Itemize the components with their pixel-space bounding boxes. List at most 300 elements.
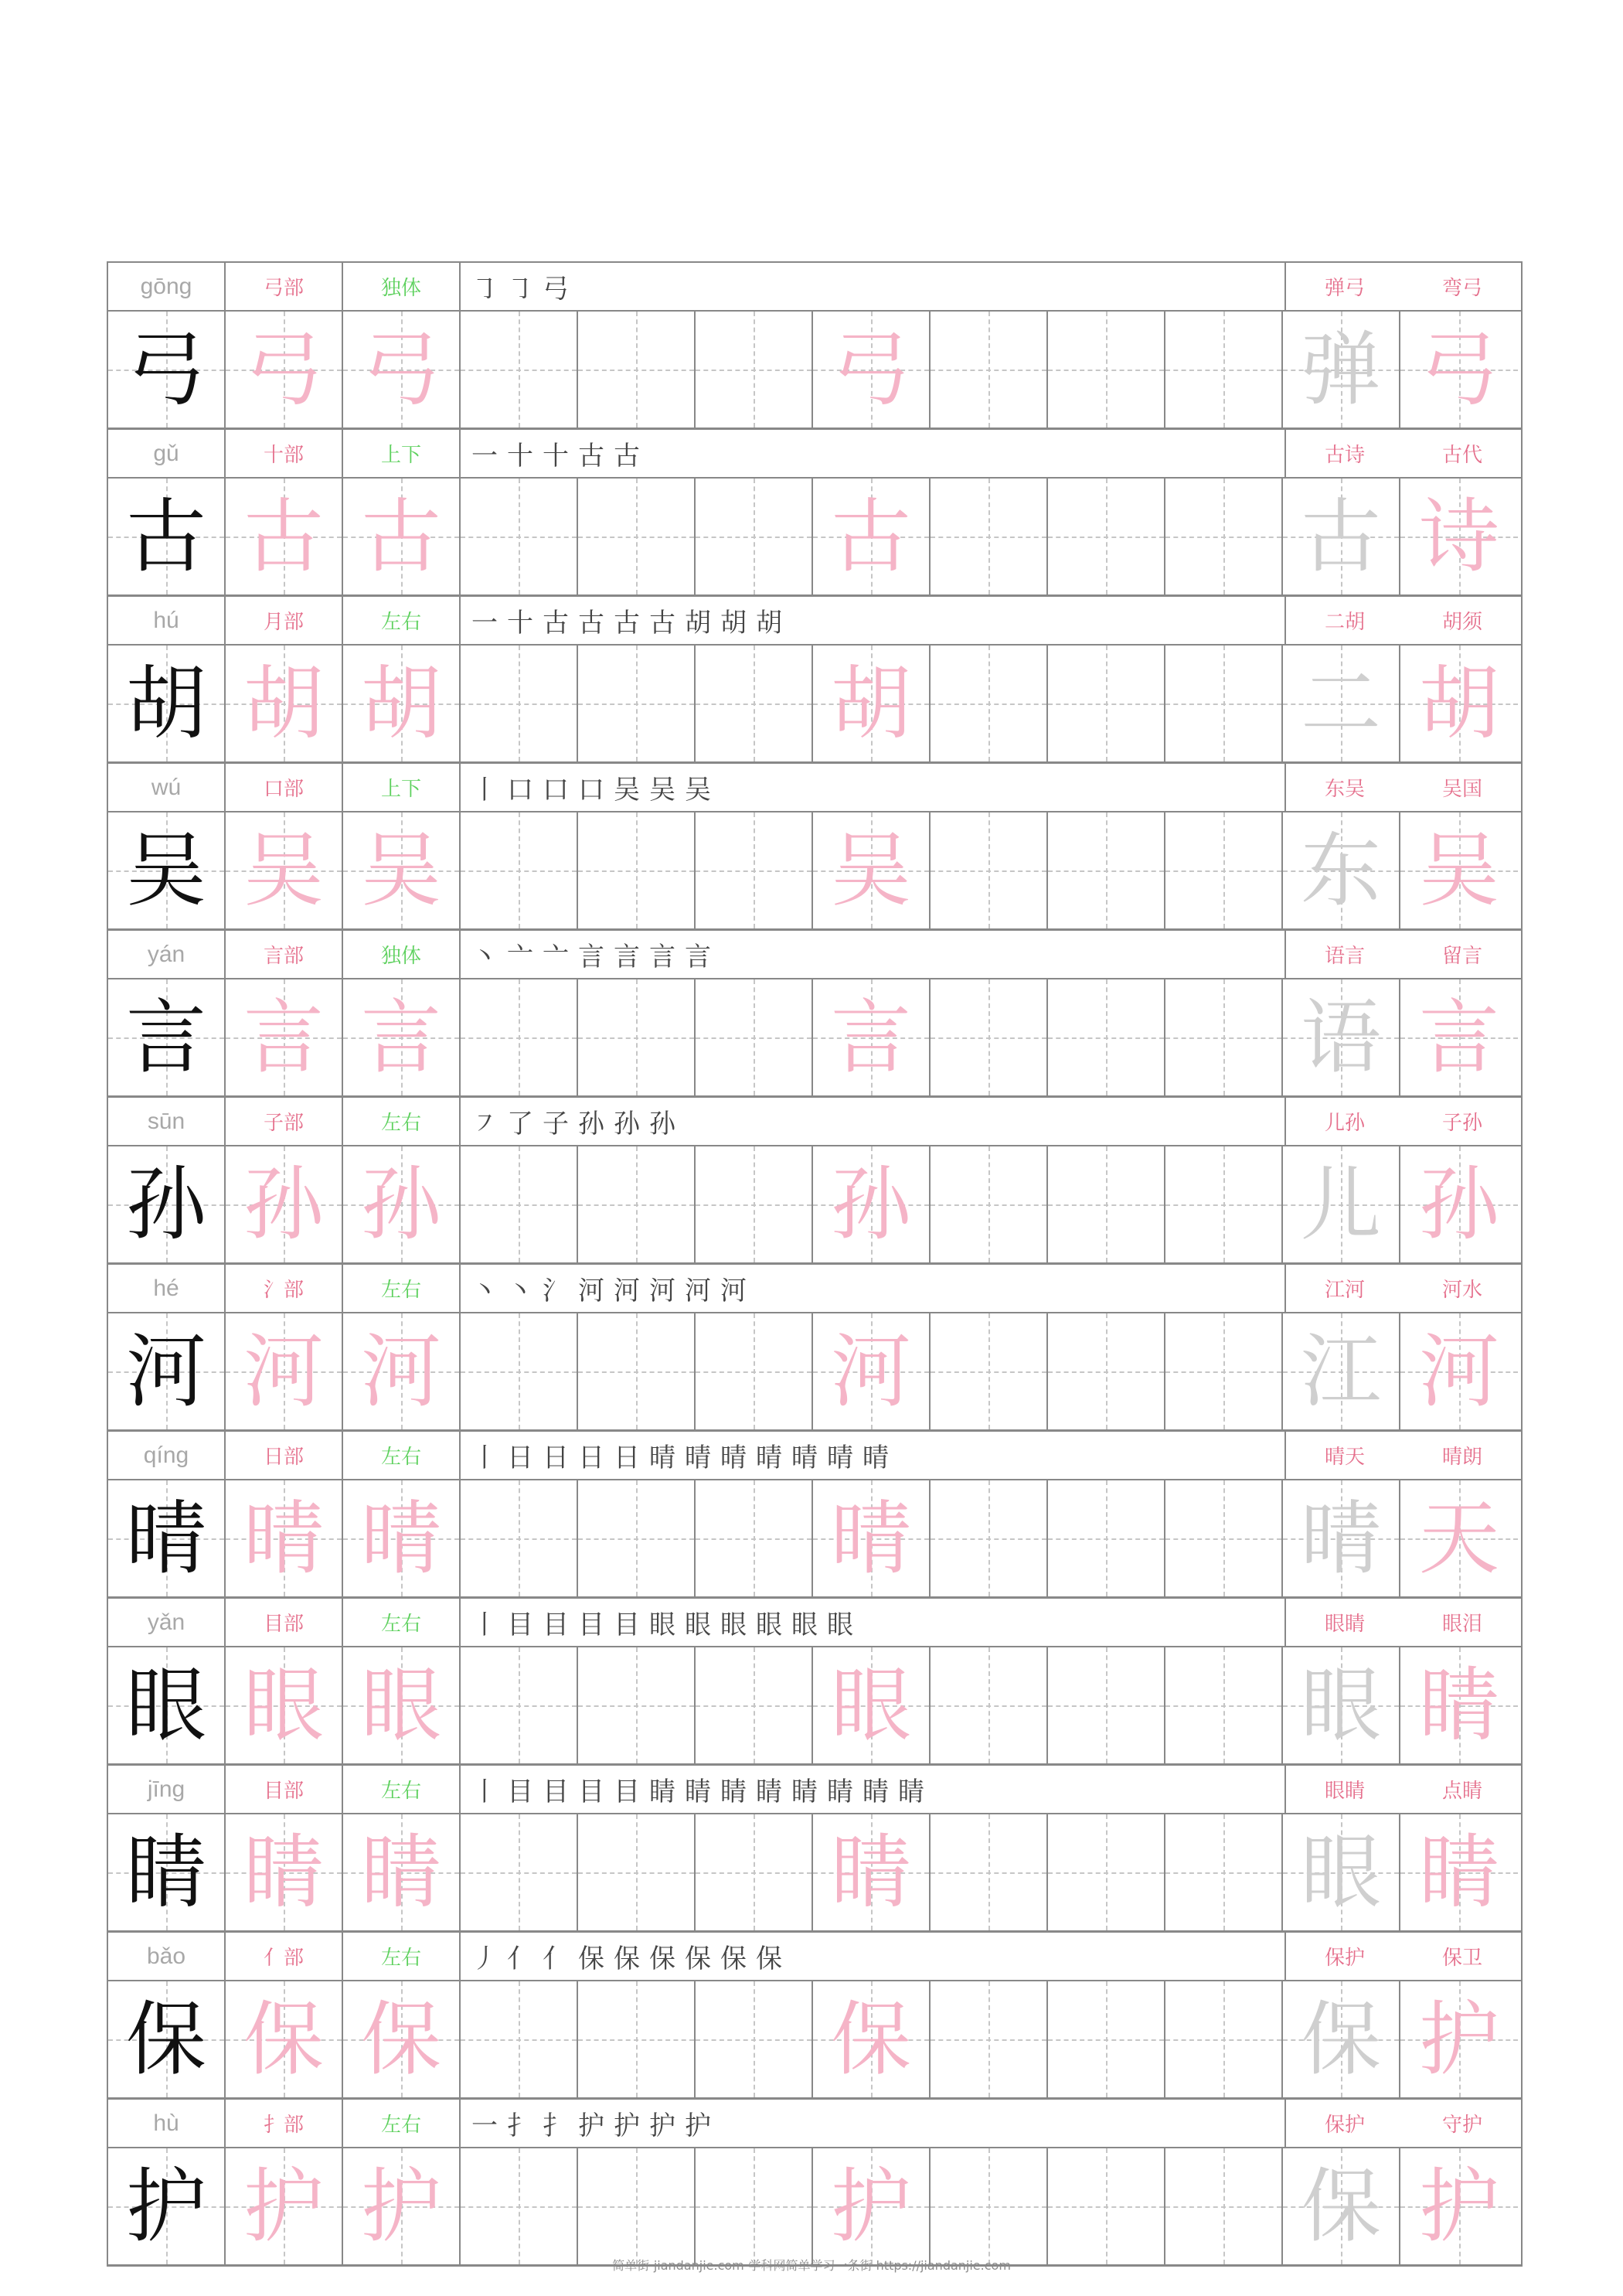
trace-character: 晴 [830, 1491, 911, 1586]
writing-grid-row [108, 1313, 1521, 1432]
practice-cell[interactable] [1400, 979, 1518, 1095]
practice-cell[interactable] [1400, 1981, 1518, 2097]
practice-cell[interactable] [813, 312, 931, 428]
trace-character: 眼 [1300, 1825, 1381, 1920]
stroke-step: 眼 [685, 1610, 720, 1640]
writing-grid-row [108, 1981, 1521, 2100]
stroke-step: 子 [543, 1109, 578, 1139]
trace-character: 诗 [1418, 489, 1499, 584]
trace-character: 胡 [830, 656, 911, 751]
model-character-cell [108, 1313, 226, 1429]
practice-cell[interactable] [1048, 1146, 1165, 1262]
example-word: 儿孙 [1324, 1112, 1365, 1135]
example-word: 眼睛 [1324, 1780, 1365, 1803]
practice-cell[interactable] [343, 1814, 461, 1930]
practice-cell[interactable] [1400, 812, 1518, 928]
practice-cell[interactable] [226, 479, 343, 594]
character-block [108, 1766, 1521, 1933]
practice-cell[interactable] [1283, 1313, 1400, 1429]
practice-cell[interactable] [1048, 646, 1165, 761]
practice-cell[interactable] [1048, 1647, 1165, 1763]
stroke-step: 护 [578, 2110, 614, 2141]
trace-character: 胡 [360, 656, 441, 751]
practice-cell[interactable] [813, 646, 931, 761]
info-row [108, 597, 1521, 646]
practice-cell[interactable] [931, 1814, 1048, 1930]
stroke-step: 保 [756, 1943, 791, 1974]
practice-cell[interactable] [578, 1814, 696, 1930]
practice-cell[interactable] [696, 812, 813, 928]
info-row [108, 2100, 1521, 2148]
practice-cell[interactable] [931, 479, 1048, 594]
practice-cell[interactable] [461, 979, 578, 1095]
stroke-order [461, 430, 1286, 477]
practice-cell[interactable] [931, 1313, 1048, 1429]
stroke-step: 河 [720, 1276, 756, 1306]
practice-cell[interactable] [1165, 479, 1283, 594]
example-words [1286, 1766, 1521, 1813]
practice-cell[interactable] [1400, 1146, 1518, 1262]
radical: 子部 [226, 1098, 343, 1145]
example-word: 点睛 [1441, 1780, 1482, 1803]
practice-cell[interactable] [343, 1647, 461, 1763]
stroke-step: 扌 [507, 2110, 543, 2141]
model-character: 保 [125, 1992, 206, 2086]
practice-cell[interactable] [931, 812, 1048, 928]
trace-character: 古 [360, 489, 441, 584]
practice-cell[interactable] [813, 1313, 931, 1429]
practice-cell[interactable] [813, 1146, 931, 1262]
stroke-step: 口 [507, 775, 543, 806]
stroke-step: 睛 [685, 1777, 720, 1807]
info-row [108, 1432, 1521, 1480]
stroke-step: 晴 [827, 1443, 863, 1473]
example-words [1286, 1599, 1521, 1646]
practice-cell[interactable] [1283, 1981, 1400, 2097]
trace-character: 河 [1418, 1324, 1499, 1419]
trace-character: 胡 [243, 656, 324, 751]
model-character: 睛 [125, 1825, 206, 1920]
trace-character: 孙 [1418, 1157, 1499, 1252]
info-row [108, 1933, 1521, 1981]
practice-cell[interactable] [813, 1981, 931, 2097]
example-word: 保护 [1324, 2114, 1365, 2137]
structure: 独体 [343, 263, 461, 310]
practice-cell[interactable] [226, 1480, 343, 1596]
practice-cell[interactable] [343, 646, 461, 761]
practice-cell[interactable] [1283, 2148, 1400, 2264]
example-words [1286, 2100, 1521, 2147]
stroke-step: 言 [614, 942, 649, 973]
practice-cell[interactable] [226, 2148, 343, 2264]
practice-cell[interactable] [461, 2148, 578, 2264]
pinyin: yǎn [108, 1599, 226, 1646]
practice-cell[interactable] [1048, 312, 1165, 428]
practice-cell[interactable] [931, 1146, 1048, 1262]
practice-cell[interactable] [461, 1981, 578, 2097]
practice-cell[interactable] [226, 1146, 343, 1262]
practice-cell[interactable] [226, 1981, 343, 2097]
practice-cell[interactable] [343, 312, 461, 428]
practice-cell[interactable] [226, 979, 343, 1095]
practice-cell[interactable] [696, 1647, 813, 1763]
character-block [108, 1432, 1521, 1599]
practice-cell[interactable] [696, 312, 813, 428]
pinyin: jīng [108, 1766, 226, 1813]
practice-cell[interactable] [1165, 1647, 1283, 1763]
practice-cell[interactable] [461, 1647, 578, 1763]
stroke-step: 河 [578, 1276, 614, 1306]
practice-cell[interactable] [1400, 312, 1518, 428]
stroke-step: 睛 [791, 1777, 827, 1807]
trace-character: 睛 [243, 1825, 324, 1920]
stroke-step: 晴 [720, 1443, 756, 1473]
practice-cell[interactable] [696, 1814, 813, 1930]
practice-cell[interactable] [1283, 979, 1400, 1095]
model-character-cell [108, 646, 226, 761]
practice-cell[interactable] [696, 646, 813, 761]
practice-cell[interactable] [1400, 1814, 1518, 1930]
practice-cell[interactable] [461, 646, 578, 761]
practice-cell[interactable] [696, 979, 813, 1095]
stroke-step: 保 [649, 1943, 685, 1974]
trace-character: 儿 [1300, 1157, 1381, 1252]
practice-cell[interactable] [343, 1313, 461, 1429]
trace-character: 河 [360, 1324, 441, 1419]
model-character-cell [108, 312, 226, 428]
stroke-step: 河 [614, 1276, 649, 1306]
practice-cell[interactable] [578, 646, 696, 761]
practice-cell[interactable] [931, 646, 1048, 761]
practice-cell[interactable] [578, 479, 696, 594]
example-word: 江河 [1324, 1279, 1365, 1302]
stroke-step: 目 [614, 1777, 649, 1807]
stroke-step: 丶 [507, 1276, 543, 1306]
stroke-order [461, 1265, 1286, 1312]
stroke-step: 晴 [863, 1443, 898, 1473]
pinyin: hú [108, 597, 226, 644]
practice-cell[interactable] [1048, 479, 1165, 594]
trace-character: 言 [1418, 990, 1499, 1085]
pinyin: wú [108, 764, 226, 811]
practice-cell[interactable] [578, 1647, 696, 1763]
practice-cell[interactable] [931, 2148, 1048, 2264]
practice-cell[interactable] [1165, 1146, 1283, 1262]
practice-cell[interactable] [1283, 646, 1400, 761]
practice-cell[interactable] [1400, 1313, 1518, 1429]
trace-character: 东 [1300, 823, 1381, 918]
practice-cell[interactable] [578, 2148, 696, 2264]
practice-cell[interactable] [226, 812, 343, 928]
practice-cell[interactable] [813, 1647, 931, 1763]
practice-cell[interactable] [1283, 1146, 1400, 1262]
practice-cell[interactable] [1400, 1647, 1518, 1763]
practice-cell[interactable] [1048, 1313, 1165, 1429]
stroke-step: 河 [649, 1276, 685, 1306]
practice-cell[interactable] [696, 479, 813, 594]
practice-cell[interactable] [696, 1981, 813, 2097]
model-character-cell [108, 479, 226, 594]
trace-character: 眼 [360, 1658, 441, 1753]
practice-cell[interactable] [343, 479, 461, 594]
practice-cell[interactable] [696, 1146, 813, 1262]
practice-cell[interactable] [1165, 646, 1283, 761]
practice-cell[interactable] [1048, 1480, 1165, 1596]
practice-cell[interactable] [1283, 479, 1400, 594]
practice-cell[interactable] [1400, 646, 1518, 761]
stroke-step: ㇆ [471, 274, 507, 305]
trace-character: 睛 [1418, 1825, 1499, 1920]
radical: 言部 [226, 931, 343, 978]
stroke-step: 护 [649, 2110, 685, 2141]
practice-cell[interactable] [813, 1480, 931, 1596]
radical: 扌部 [226, 2100, 343, 2147]
stroke-step: 睛 [649, 1777, 685, 1807]
trace-character: 二 [1300, 656, 1381, 751]
stroke-step: 护 [614, 2110, 649, 2141]
stroke-step: 丨 [471, 1777, 507, 1807]
model-character-cell [108, 1146, 226, 1262]
practice-cell[interactable] [1283, 812, 1400, 928]
stroke-step: 孙 [649, 1109, 685, 1139]
writing-grid-row [108, 312, 1521, 430]
practice-cell[interactable] [461, 1814, 578, 1930]
stroke-order [461, 764, 1286, 811]
stroke-step: 晴 [756, 1443, 791, 1473]
stroke-step: 目 [578, 1777, 614, 1807]
character-block [108, 2100, 1521, 2267]
stroke-step: 晴 [649, 1443, 685, 1473]
stroke-step: 古 [649, 608, 685, 639]
practice-cell[interactable] [1165, 1814, 1283, 1930]
info-row [108, 1265, 1521, 1313]
practice-cell[interactable] [343, 979, 461, 1095]
pinyin: qíng [108, 1432, 226, 1479]
practice-cell[interactable] [343, 2148, 461, 2264]
practice-cell[interactable] [1165, 1981, 1283, 2097]
model-character: 护 [125, 2159, 206, 2253]
example-words [1286, 1098, 1521, 1145]
practice-cell[interactable] [1048, 812, 1165, 928]
example-word: 古诗 [1324, 444, 1365, 467]
practice-cell[interactable] [1283, 1814, 1400, 1930]
practice-cell[interactable] [1165, 1313, 1283, 1429]
practice-cell[interactable] [578, 812, 696, 928]
stroke-step: 眼 [649, 1610, 685, 1640]
practice-cell[interactable] [1165, 812, 1283, 928]
model-character-cell [108, 1814, 226, 1930]
practice-cell[interactable] [226, 312, 343, 428]
trace-character: 护 [1418, 1992, 1499, 2086]
pinyin: gōng [108, 263, 226, 310]
stroke-step: 亠 [543, 942, 578, 973]
stroke-step: 胡 [720, 608, 756, 639]
stroke-step: 丶 [471, 942, 507, 973]
practice-cell[interactable] [1283, 1480, 1400, 1596]
practice-cell[interactable] [1283, 312, 1400, 428]
stroke-step: 目 [578, 1610, 614, 1640]
example-word: 子孙 [1441, 1112, 1482, 1135]
practice-cell[interactable] [578, 312, 696, 428]
practice-cell[interactable] [1048, 979, 1165, 1095]
stroke-step: 睛 [756, 1777, 791, 1807]
practice-sheet [107, 261, 1523, 2267]
stroke-step: 古 [614, 441, 649, 472]
example-word: 保卫 [1441, 1947, 1482, 1970]
stroke-step: 日 [543, 1443, 578, 1473]
practice-cell[interactable] [343, 1480, 461, 1596]
practice-cell[interactable] [696, 2148, 813, 2264]
practice-cell[interactable] [1400, 479, 1518, 594]
info-row [108, 1098, 1521, 1146]
stroke-step: 氵 [543, 1276, 578, 1306]
stroke-step: 言 [685, 942, 720, 973]
trace-character: 孙 [243, 1157, 324, 1252]
practice-cell[interactable] [461, 812, 578, 928]
stroke-step: 扌 [543, 2110, 578, 2141]
example-word: 二胡 [1324, 611, 1365, 634]
trace-character: 胡 [1418, 656, 1499, 751]
trace-character: 保 [1300, 1992, 1381, 2086]
trace-character: 孙 [830, 1157, 911, 1252]
practice-cell[interactable] [1165, 312, 1283, 428]
practice-cell[interactable] [343, 1981, 461, 2097]
stroke-step: 目 [543, 1777, 578, 1807]
practice-cell[interactable] [578, 979, 696, 1095]
model-character: 孙 [125, 1157, 206, 1252]
radical: 弓部 [226, 263, 343, 310]
practice-cell[interactable] [931, 1647, 1048, 1763]
character-block [108, 263, 1521, 430]
pinyin: hé [108, 1265, 226, 1312]
practice-cell[interactable] [931, 979, 1048, 1095]
writing-grid-row [108, 979, 1521, 1098]
stroke-step: 胡 [756, 608, 791, 639]
example-word: 晴朗 [1441, 1446, 1482, 1469]
writing-grid-row [108, 1814, 1521, 1933]
stroke-step: 丨 [471, 1610, 507, 1640]
stroke-step: ㇇ [471, 1109, 507, 1139]
practice-cell[interactable] [931, 312, 1048, 428]
page-footer: 简单街-jiandanjie.com-学科网简单学习一条街 https://jiandanjie.com [612, 2258, 1011, 2273]
practice-cell[interactable] [813, 1814, 931, 1930]
radical: 氵部 [226, 1265, 343, 1312]
character-block [108, 764, 1521, 931]
practice-cell[interactable] [813, 979, 931, 1095]
stroke-step: 一 [471, 608, 507, 639]
practice-cell[interactable] [226, 1814, 343, 1930]
example-word: 眼泪 [1441, 1613, 1482, 1636]
stroke-step: 日 [614, 1443, 649, 1473]
practice-cell[interactable] [696, 1313, 813, 1429]
model-character-cell [108, 979, 226, 1095]
practice-cell[interactable] [226, 1647, 343, 1763]
trace-character: 睛 [1418, 1658, 1499, 1753]
radical: 十部 [226, 430, 343, 477]
practice-cell[interactable] [461, 312, 578, 428]
practice-cell[interactable] [813, 479, 931, 594]
practice-cell[interactable] [1400, 2148, 1518, 2264]
example-word: 晴天 [1324, 1446, 1365, 1469]
practice-cell[interactable] [461, 1480, 578, 1596]
practice-cell[interactable] [343, 1146, 461, 1262]
example-word: 东吴 [1324, 778, 1365, 801]
practice-cell[interactable] [578, 1480, 696, 1596]
practice-cell[interactable] [1400, 1480, 1518, 1596]
stroke-order [461, 1432, 1286, 1479]
stroke-step: 目 [543, 1610, 578, 1640]
practice-cell[interactable] [461, 479, 578, 594]
practice-cell[interactable] [696, 1480, 813, 1596]
stroke-step: 一 [471, 441, 507, 472]
practice-cell[interactable] [1165, 2148, 1283, 2264]
stroke-step: 晴 [791, 1443, 827, 1473]
structure: 左右 [343, 1098, 461, 1145]
practice-cell[interactable] [1283, 1647, 1400, 1763]
example-words [1286, 1265, 1521, 1312]
radical: 月部 [226, 597, 343, 644]
model-character-cell [108, 1981, 226, 2097]
practice-cell[interactable] [931, 1981, 1048, 2097]
radical: 目部 [226, 1766, 343, 1813]
stroke-step: 吴 [685, 775, 720, 806]
pinyin: hù [108, 2100, 226, 2147]
practice-cell[interactable] [1048, 1981, 1165, 2097]
example-word: 弹弓 [1324, 277, 1365, 300]
trace-character: 弓 [243, 322, 324, 417]
practice-cell[interactable] [226, 646, 343, 761]
stroke-order [461, 2100, 1286, 2147]
stroke-step: 睛 [827, 1777, 863, 1807]
stroke-step: 护 [685, 2110, 720, 2141]
example-word: 眼睛 [1324, 1613, 1365, 1636]
practice-cell[interactable] [931, 1480, 1048, 1596]
practice-cell[interactable] [343, 812, 461, 928]
example-words [1286, 931, 1521, 978]
model-character: 言 [125, 990, 206, 1085]
practice-cell[interactable] [1048, 1814, 1165, 1930]
practice-cell[interactable] [578, 1146, 696, 1262]
model-character: 弓 [125, 322, 206, 417]
stroke-order [461, 931, 1286, 978]
structure: 上下 [343, 764, 461, 811]
practice-cell[interactable] [1165, 1480, 1283, 1596]
practice-cell[interactable] [813, 812, 931, 928]
practice-cell[interactable] [1165, 979, 1283, 1095]
practice-cell[interactable] [461, 1146, 578, 1262]
stroke-step: 胡 [685, 608, 720, 639]
structure: 左右 [343, 597, 461, 644]
practice-cell[interactable] [226, 1313, 343, 1429]
trace-character: 古 [243, 489, 324, 584]
character-block [108, 1098, 1521, 1265]
practice-cell[interactable] [578, 1313, 696, 1429]
info-row [108, 430, 1521, 479]
trace-character: 眼 [243, 1658, 324, 1753]
writing-grid-row [108, 2148, 1521, 2267]
practice-cell[interactable] [461, 1313, 578, 1429]
trace-character: 弓 [1418, 322, 1499, 417]
practice-cell[interactable] [813, 2148, 931, 2264]
stroke-step: 保 [685, 1943, 720, 1974]
radical: 亻部 [226, 1933, 343, 1980]
stroke-step: 十 [543, 441, 578, 472]
model-character-cell [108, 812, 226, 928]
practice-cell[interactable] [1048, 2148, 1165, 2264]
example-word: 胡须 [1441, 611, 1482, 634]
model-character: 河 [125, 1324, 206, 1419]
practice-cell[interactable] [578, 1981, 696, 2097]
